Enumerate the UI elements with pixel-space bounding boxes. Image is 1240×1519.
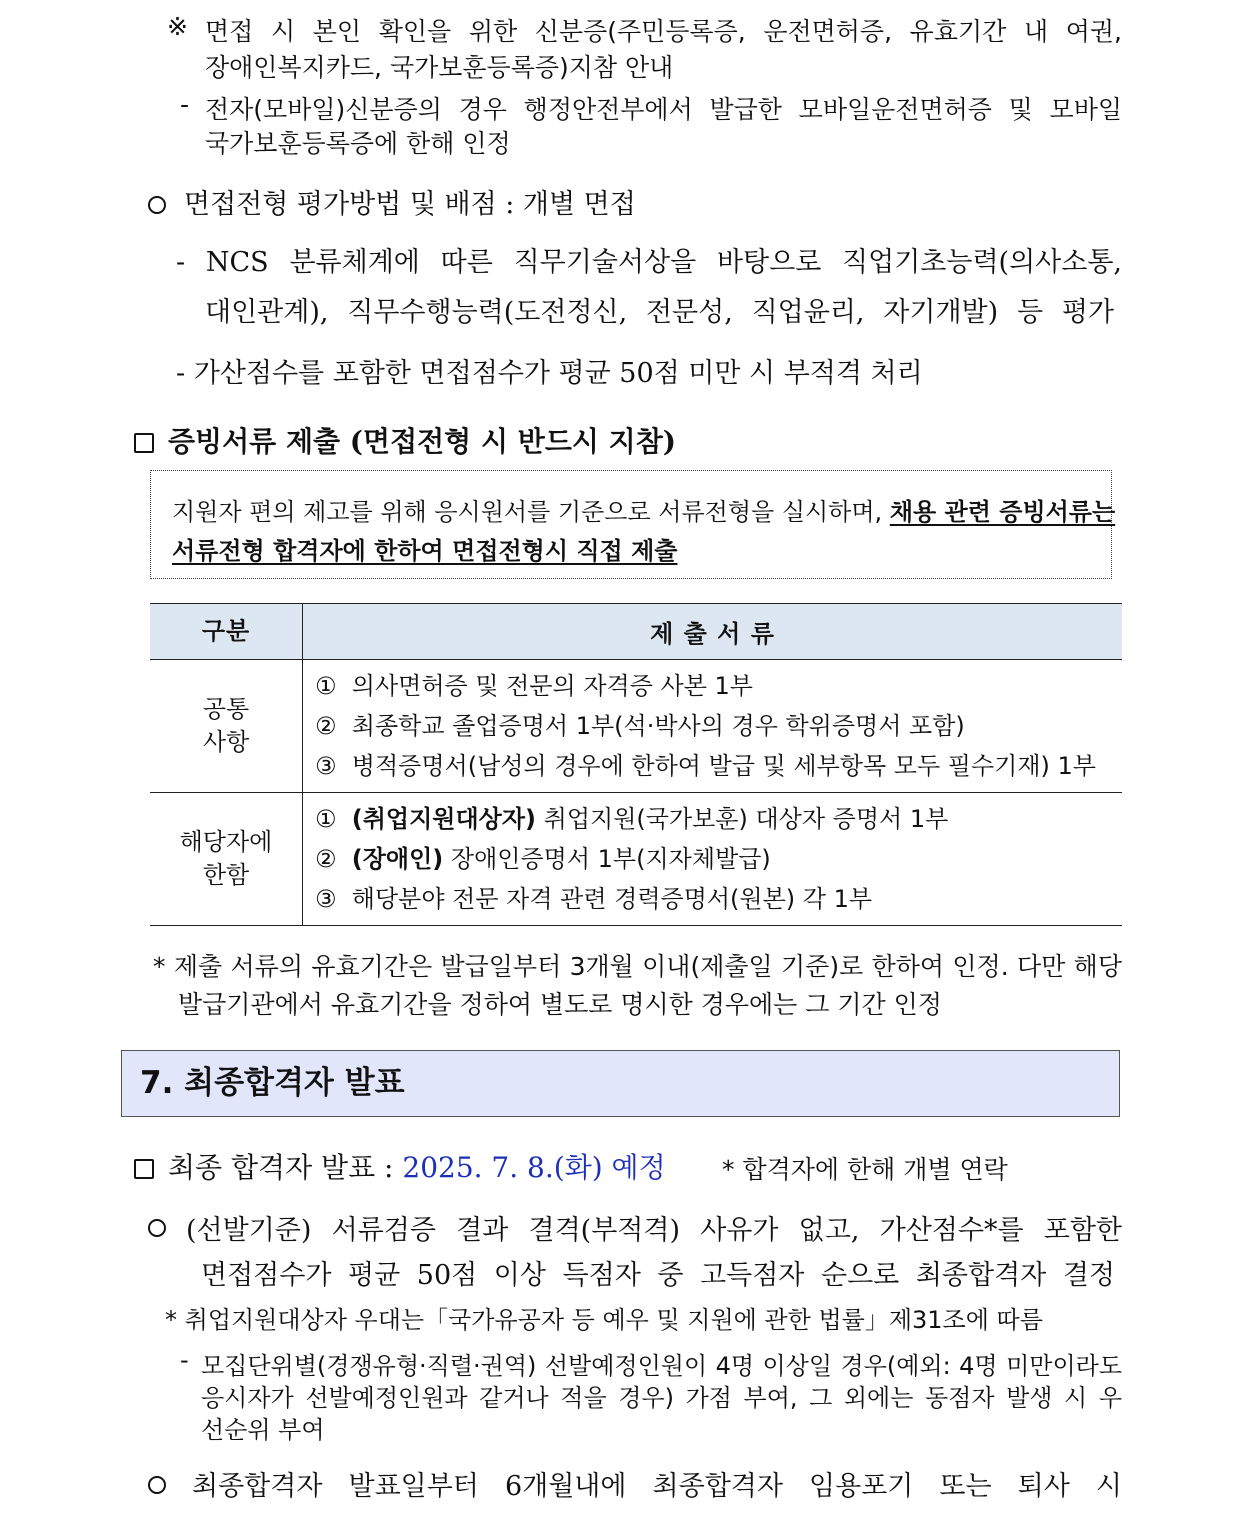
documents-notice-emph1: 채용 관련 증빙서류는 <box>889 498 1116 526</box>
list-item <box>315 879 1122 919</box>
item-text: 장애인증명서 1부(지자체발급) <box>443 845 771 873</box>
row-label-line2: 사항 <box>202 728 250 756</box>
documents-footnote-line2: 발급기관에서 유효기간을 정하여 별도로 명시한 경우에는 그 기간 인정 <box>178 990 942 1019</box>
table-row <box>150 793 1122 926</box>
item-text: 해당분야 전문 자격 관련 경력증명서(원본) 각 1부 <box>351 885 873 913</box>
row-label-line1: 공통 <box>202 695 250 723</box>
item-number: ③ <box>315 752 337 780</box>
item-text: 최종학교 졸업증명서 1부(석·박사의 경우 학위증명서 포함) <box>351 712 965 740</box>
list-item <box>315 799 1122 839</box>
checkbox-square-icon <box>134 1159 154 1179</box>
documents-notice-emph2: 서류전형 합격자에 한하여 면접전형시 직접 제출 <box>172 537 678 565</box>
interview-method-heading-text: 면접전형 평가방법 및 배점 : 개별 면접 <box>184 189 636 220</box>
dash-line2: 응시자가 선발예정인원과 같거나 적을 경우) 가점 부여, 그 외에는 동점자 발생 시 우 <box>201 1384 1122 1412</box>
item-text: 병적증명서(남성의 경우에 한하여 발급 및 세부항목 모두 필수기재) 1부 <box>351 752 1096 780</box>
dash-line1: 모집단위별(경쟁유형·직렬·권역) 선발예정인원이 4명 이상일 경우(예외: 4명 미만이라도 <box>201 1352 1122 1380</box>
circle-bullet-icon <box>148 1476 166 1494</box>
section-title-bar: 7. 최종합격자 발표 <box>121 1050 1120 1117</box>
circle-bullet-icon <box>148 1219 166 1237</box>
item-number: ② <box>315 712 337 740</box>
documents-table <box>150 603 1122 926</box>
id-sub-line1: 전자(모바일)신분증의 경우 행정안전부에서 발급한 모바일운전면허증 및 모바일 <box>205 95 1122 124</box>
criteria-bullet <box>148 1212 184 1243</box>
table-row <box>150 660 1122 793</box>
row-label-applicable <box>150 793 303 926</box>
circle-bullet-icon <box>148 196 166 214</box>
item-number: ② <box>315 845 337 873</box>
documents-notice-line2 <box>172 531 677 566</box>
table-header-documents: 제 출 서 류 <box>303 604 1123 660</box>
item-bold-label: (취업지원대상자) <box>351 805 537 833</box>
star-note: * 취업지원대상자 우대는「국가유공자 등 예우 및 지원에 관한 법률」제31조에 따름 <box>165 1306 1043 1334</box>
documents-footnote-line1: * 제출 서류의 유효기간은 발급일부터 3개월 이내(제출일 기준)로 한하여 인정. 다만 해당 <box>153 952 1122 981</box>
announce-date: 2025. 7. 8.(화) 예정 <box>402 1151 666 1184</box>
dash-mark: - <box>180 1346 189 1374</box>
reference-mark: ※ <box>167 12 188 41</box>
item-bold-label: (장애인) <box>351 845 444 873</box>
id-notice-line1: 면접 시 본인 확인을 위한 신분증(주민등록증, 운전면허증, 유효기간 내 여권, <box>205 17 1122 46</box>
id-sub-line2: 국가보훈등록증에 한해 인정 <box>205 129 511 158</box>
item-text: 의사면허증 및 전문의 자격증 사본 1부 <box>351 672 753 700</box>
checkbox-square-icon <box>134 433 154 453</box>
row-label-line2: 한함 <box>202 861 250 889</box>
row-label-line1: 해당자에 <box>179 828 273 856</box>
item-number: ③ <box>315 885 337 913</box>
documents-heading-text: 증빙서류 제출 (면접전형 시 반드시 지참) <box>168 425 677 458</box>
criteria-line1: (선발기준) 서류검증 결과 결격(부적격) 사유가 없고, 가산점수*를 포함한 <box>186 1215 1122 1246</box>
documents-notice-line1 <box>172 492 1116 527</box>
final-announce-line <box>134 1146 666 1186</box>
item-text: 취업지원(국가보훈) 대상자 증명서 1부 <box>536 805 949 833</box>
dash-line3: 선순위 부여 <box>201 1416 325 1444</box>
documents-notice-plain: 지원자 편의 제고를 위해 응시원서를 기준으로 서류전형을 실시하며, <box>172 498 890 526</box>
last-bullet <box>148 1469 184 1500</box>
criteria-line2: 면접점수가 평균 50점 이상 득점자 중 고득점자 순으로 최종합격자 결정 <box>201 1260 1115 1291</box>
item-number: ① <box>315 672 337 700</box>
last-line: 최종합격자 발표일부터 6개월내에 최종합격자 임용포기 또는 퇴사 시 <box>192 1471 1122 1502</box>
item-number: ① <box>315 805 337 833</box>
interview-item1-line1: - NCS 분류체계에 따른 직무기술서상을 바탕으로 직업기초능력(의사소통, <box>176 247 1122 278</box>
row-items-applicable <box>303 793 1123 926</box>
interview-method-heading <box>148 182 636 221</box>
announce-label: 최종 합격자 발표 : <box>168 1151 403 1184</box>
id-sub-dash: - <box>180 90 190 119</box>
row-label-common <box>150 660 303 793</box>
documents-heading <box>134 420 676 460</box>
id-notice-line2: 장애인복지카드, 국가보훈등록증)지참 안내 <box>205 53 674 82</box>
list-item <box>315 706 1122 746</box>
announce-note: * 합격자에 한해 개별 연락 <box>722 1155 1008 1184</box>
table-header-category: 구분 <box>150 604 303 660</box>
row-items-common <box>303 660 1123 793</box>
interview-item1-line2: 대인관계), 직무수행능력(도전정신, 전문성, 직업윤리, 자기개발) 등 평가 <box>205 297 1114 328</box>
list-item <box>315 746 1122 786</box>
interview-item2: - 가산점수를 포함한 면접점수가 평균 50점 미만 시 부적격 처리 <box>176 358 923 389</box>
table-header-row <box>150 604 1122 660</box>
list-item <box>315 666 1122 706</box>
list-item <box>315 839 1122 879</box>
